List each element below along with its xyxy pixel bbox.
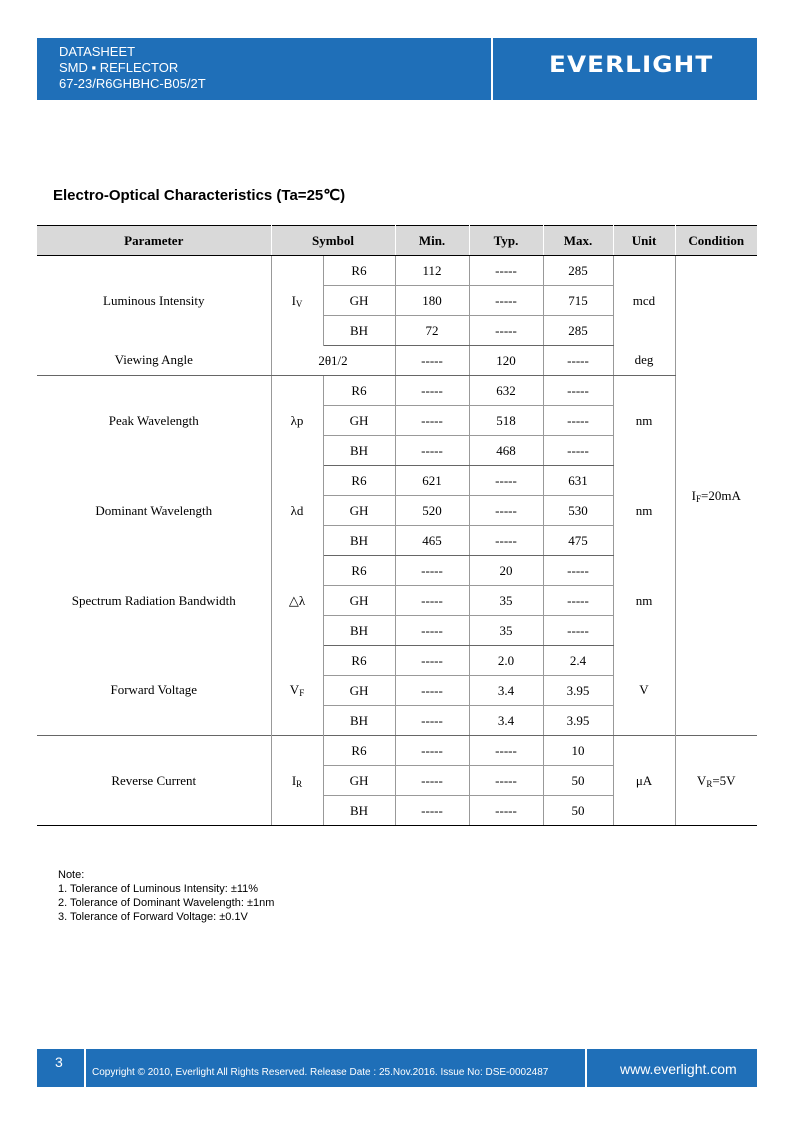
table-row <box>37 376 757 406</box>
typ-value: ----- <box>469 496 543 526</box>
max-value: 10 <box>543 736 613 766</box>
max-value: ----- <box>543 406 613 436</box>
max-value: 285 <box>543 316 613 346</box>
unit-value: deg <box>613 346 675 376</box>
symbol-spectrum: △λ <box>271 556 323 646</box>
min-value: ----- <box>395 346 469 376</box>
table-row <box>37 556 757 586</box>
col-header-min: Min. <box>395 226 469 256</box>
bin-label: BH <box>323 526 395 556</box>
max-value: ----- <box>543 436 613 466</box>
col-header-unit: Unit <box>613 226 675 256</box>
table-row <box>37 466 757 496</box>
page-header <box>37 38 757 100</box>
condition-if: $I_F=20mA$ <box>691 487 741 504</box>
typ-value: ----- <box>469 286 543 316</box>
typ-value: 2.0 <box>469 646 543 676</box>
col-header-condition: Condition <box>675 226 757 256</box>
table-row <box>37 736 757 766</box>
min-value: ----- <box>395 676 469 706</box>
typ-value: 632 <box>469 376 543 406</box>
param-peak-wavelength: Peak Wavelength <box>37 376 271 466</box>
col-header-max: Max. <box>543 226 613 256</box>
min-value: ----- <box>395 766 469 796</box>
table-row <box>37 346 757 376</box>
typ-value: 20 <box>469 556 543 586</box>
typ-value: ----- <box>469 736 543 766</box>
typ-value: ----- <box>469 796 543 826</box>
max-value: 715 <box>543 286 613 316</box>
param-viewing-angle: Viewing Angle <box>37 346 271 376</box>
symbol-reverse: $I_R$ <box>271 736 323 826</box>
max-value: ----- <box>543 556 613 586</box>
note-item: 3. Tolerance of Forward Voltage: ±0.1V <box>58 911 248 923</box>
max-value: 50 <box>543 796 613 826</box>
section-title: Electro-Optical Characteristics (Ta=25℃) <box>53 187 346 204</box>
header-line-datasheet: DATASHEET <box>59 44 136 59</box>
table-header-row <box>37 226 757 256</box>
max-value: ----- <box>543 586 613 616</box>
header-divider <box>491 38 493 100</box>
param-dominant-wavelength: Dominant Wavelength <box>37 466 271 556</box>
param-spectrum-bandwidth: Spectrum Radiation Bandwidth <box>37 556 271 646</box>
min-value: ----- <box>395 646 469 676</box>
typ-value: 3.4 <box>469 706 543 736</box>
header-line-category: SMD ▪ REFLECTOR <box>59 60 179 75</box>
max-value: ----- <box>543 346 613 376</box>
everlight-logo: EVERLIGHT <box>549 53 714 78</box>
condition-vr: $V_R=5V$ <box>675 736 757 826</box>
max-value: 285 <box>543 256 613 286</box>
min-value: ----- <box>395 586 469 616</box>
bin-label: GH <box>323 286 395 316</box>
bin-label: GH <box>323 766 395 796</box>
bin-label: BH <box>323 316 395 346</box>
min-value: ----- <box>395 406 469 436</box>
min-value: 465 <box>395 526 469 556</box>
min-value: 520 <box>395 496 469 526</box>
bin-label: R6 <box>323 736 395 766</box>
bin-label: R6 <box>323 646 395 676</box>
page-number: 3 <box>37 1049 84 1087</box>
note-item: 1. Tolerance of Luminous Intensity: ±11% <box>58 883 259 895</box>
symbol-dominant: λd <box>271 466 323 556</box>
min-value: ----- <box>395 796 469 826</box>
footer-divider <box>84 1049 86 1087</box>
min-value: 621 <box>395 466 469 496</box>
copyright-text: Copyright © 2010, Everlight All Rights Reserved. Release Date : 25.Nov.2016. Issue No: DSE-0002487 <box>92 1067 549 1078</box>
min-value: ----- <box>395 556 469 586</box>
unit-value: V <box>613 646 675 736</box>
unit-value: nm <box>613 376 675 466</box>
min-value: 112 <box>395 256 469 286</box>
max-value: 3.95 <box>543 706 613 736</box>
param-forward-voltage: Forward Voltage <box>37 646 271 736</box>
typ-value: ----- <box>469 316 543 346</box>
typ-value: 35 <box>469 616 543 646</box>
param-luminous-intensity: Luminous Intensity <box>37 256 271 346</box>
max-value: 631 <box>543 466 613 496</box>
typ-value: ----- <box>469 466 543 496</box>
typ-value: 518 <box>469 406 543 436</box>
bin-label: BH <box>323 796 395 826</box>
header-text <box>59 44 206 92</box>
bin-label: R6 <box>323 256 395 286</box>
max-value: ----- <box>543 616 613 646</box>
max-value: 3.95 <box>543 676 613 706</box>
typ-value: ----- <box>469 256 543 286</box>
unit-value: μA <box>613 736 675 826</box>
typ-value: 120 <box>469 346 543 376</box>
symbol-viewing-angle: 2θ1/2 <box>271 346 395 376</box>
typ-value: 3.4 <box>469 676 543 706</box>
max-value: 530 <box>543 496 613 526</box>
header-line-part-number: 67-23/R6GHBHC-B05/2T <box>59 76 206 91</box>
bin-label: R6 <box>323 556 395 586</box>
table-row <box>37 646 757 676</box>
note-item: 2. Tolerance of Dominant Wavelength: ±1nm <box>58 897 275 909</box>
typ-value: ----- <box>469 766 543 796</box>
bin-label: BH <box>323 616 395 646</box>
electro-optical-table <box>37 225 757 826</box>
bin-label: GH <box>323 676 395 706</box>
col-header-typ: Typ. <box>469 226 543 256</box>
max-value: 50 <box>543 766 613 796</box>
min-value: ----- <box>395 616 469 646</box>
max-value: ----- <box>543 376 613 406</box>
typ-value: ----- <box>469 526 543 556</box>
max-value: 2.4 <box>543 646 613 676</box>
notes-title: Note: <box>58 869 85 881</box>
unit-value: mcd <box>613 256 675 346</box>
col-header-symbol: Symbol <box>271 226 395 256</box>
col-header-parameter: Parameter <box>37 226 271 256</box>
symbol-luminous: $I_V$ <box>271 256 323 346</box>
param-reverse-current: Reverse Current <box>37 736 271 826</box>
notes-section <box>58 868 274 924</box>
bin-label: R6 <box>323 376 395 406</box>
bin-label: GH <box>323 586 395 616</box>
table-row <box>37 256 757 286</box>
symbol-peak: λp <box>271 376 323 466</box>
max-value: 475 <box>543 526 613 556</box>
bin-label: BH <box>323 706 395 736</box>
typ-value: 35 <box>469 586 543 616</box>
symbol-forward: $V_F$ <box>271 646 323 736</box>
min-value: ----- <box>395 436 469 466</box>
typ-value: 468 <box>469 436 543 466</box>
unit-value: nm <box>613 466 675 556</box>
min-value: 180 <box>395 286 469 316</box>
min-value: ----- <box>395 736 469 766</box>
unit-value: nm <box>613 556 675 646</box>
bin-label: GH <box>323 406 395 436</box>
bin-label: BH <box>323 436 395 466</box>
bin-label: GH <box>323 496 395 526</box>
footer-divider <box>585 1049 587 1087</box>
page-footer <box>37 1049 757 1087</box>
website-link[interactable]: www.everlight.com <box>620 1061 737 1077</box>
bin-label: R6 <box>323 466 395 496</box>
min-value: ----- <box>395 376 469 406</box>
min-value: ----- <box>395 706 469 736</box>
min-value: 72 <box>395 316 469 346</box>
